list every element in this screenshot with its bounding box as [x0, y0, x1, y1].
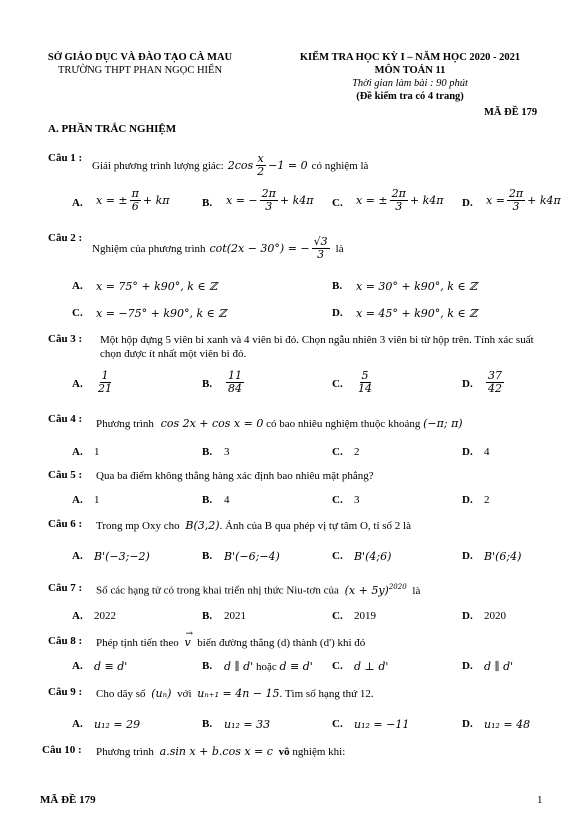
option-a-value: x = ± $\frac{\pi}{6}$ + kπ	[96, 187, 170, 213]
option-b-value: 2021	[224, 610, 246, 622]
option-a-value: x = 75° + k90°, k ∈ ℤ	[96, 280, 218, 293]
question-label: Câu 10 :	[42, 744, 82, 756]
option-b-value: 4	[224, 494, 230, 506]
option-c-value: d ⊥ d'	[354, 660, 389, 673]
option-a[interactable]: A.	[72, 610, 83, 622]
option-d-value: $\frac{37}{42}$	[488, 369, 502, 395]
option-b[interactable]: B.	[202, 378, 213, 390]
option-a-value: $\frac{1}{21}$	[98, 369, 112, 395]
option-c[interactable]: C.	[332, 550, 343, 562]
option-d[interactable]: D.	[462, 718, 473, 730]
exam-title: KIỂM TRA HỌC KỲ I – NĂM HỌC 2020 - 2021	[299, 52, 521, 63]
option-d[interactable]: D.	[462, 550, 473, 562]
question-text: Phép tịnh tiến theo → v biến đường thẳng (d) thành (d') khi đó	[96, 629, 366, 649]
option-c[interactable]: C.	[332, 446, 343, 458]
option-a-value: 1	[94, 494, 100, 506]
option-b[interactable]: B.	[202, 718, 213, 730]
question-label: Câu 5 :	[48, 469, 83, 481]
option-a[interactable]: A.	[72, 197, 83, 209]
option-b[interactable]: B.	[202, 197, 213, 209]
exam-time: Thời gian làm bài : 90 phút	[352, 78, 468, 89]
option-d[interactable]: D.	[462, 494, 473, 506]
question-text: Qua ba điểm không thẳng hàng xác định bao nhiêu mặt phẳng?	[96, 470, 374, 482]
question-label: Câu 7 :	[48, 582, 83, 594]
option-d[interactable]: D.	[462, 197, 473, 209]
option-c-value: 3	[354, 494, 360, 506]
option-b-value: x = − $\frac{2\pi}{3}$ + k4π	[226, 187, 314, 213]
option-b-value: $\frac{11}{84}$	[228, 369, 242, 395]
question-label: Câu 1 :	[48, 152, 83, 164]
question-text: Cho dãy số (uₙ) với uₙ₊₁ = 4n − 15. Tìm số hạng thứ 12.	[96, 687, 374, 700]
option-d[interactable]: D.	[462, 378, 473, 390]
option-d-value: d ∥ d'	[484, 660, 514, 673]
option-a-value: 2022	[94, 610, 116, 622]
option-c[interactable]: C.	[332, 718, 343, 730]
option-c-value: 2019	[354, 610, 376, 622]
option-b[interactable]: B.	[332, 280, 343, 292]
option-a-value: d ≡ d'	[94, 660, 128, 673]
option-a[interactable]: A.	[72, 280, 83, 292]
option-c-value: u₁₂ = −11	[354, 718, 410, 731]
question-text: Phương trình cos 2x + cos x = 0 có bao nhiêu nghiệm thuộc khoảng (−π; π)	[96, 417, 463, 430]
option-b[interactable]: B.	[202, 660, 213, 672]
question-text: Phương trình a.sin x + b.cos x = c vô nghiệm khi:	[96, 745, 346, 758]
option-b[interactable]: B.	[202, 550, 213, 562]
question-label: Câu 8 :	[48, 635, 83, 647]
option-d[interactable]: D.	[462, 446, 473, 458]
option-c-value: B'(4;6)	[354, 550, 392, 563]
department-name: SỞ GIÁO DỤC VÀ ĐÀO TẠO CÀ MAU	[47, 52, 233, 63]
pages-note: (Đề kiểm tra có 4 trang)	[356, 91, 464, 102]
option-a[interactable]: A.	[72, 446, 83, 458]
option-c[interactable]: C.	[332, 494, 343, 506]
option-a[interactable]: A.	[72, 550, 83, 562]
option-d[interactable]: D.	[462, 660, 473, 672]
option-c[interactable]: C.	[332, 660, 343, 672]
option-c-value: $\frac{5}{14}$	[358, 369, 372, 395]
option-b-value: x = 30° + k90°, k ∈ ℤ	[356, 280, 478, 293]
option-a-value: 1	[94, 446, 100, 458]
option-c[interactable]: C.	[72, 307, 83, 319]
option-a-value: B'(−3;−2)	[94, 550, 150, 563]
question-label: Câu 4 :	[48, 413, 83, 425]
option-d-value: u₁₂ = 48	[484, 718, 531, 731]
option-b[interactable]: B.	[202, 610, 213, 622]
option-b[interactable]: B.	[202, 494, 213, 506]
option-a[interactable]: A.	[72, 660, 83, 672]
option-d-value: 4	[484, 446, 490, 458]
option-c-value: x = −75° + k90°, k ∈ ℤ	[96, 307, 227, 320]
option-c-value: 2	[354, 446, 360, 458]
option-d-value: x = 45° + k90°, k ∈ ℤ	[356, 307, 478, 320]
option-d[interactable]: D.	[332, 307, 343, 319]
option-a-value: u₁₂ = 29	[94, 718, 141, 731]
question-text: Số các hạng tử có trong khai triển nhị thức Niu-tơn của $(x + 5y)^{2020}$ là	[96, 583, 421, 597]
option-a[interactable]: A.	[72, 494, 83, 506]
option-c[interactable]: C.	[332, 378, 343, 390]
option-c-value: x = ± $\frac{2\pi}{3}$ + k4π	[356, 187, 444, 213]
question-text: Nghiệm của phương trình cot(2x − 30°) = − $\frac{√3}{3}$ là	[92, 235, 344, 261]
question-label: Câu 6 :	[48, 518, 83, 530]
option-b-value: B'(−6;−4)	[224, 550, 280, 563]
option-d-value: x = $\frac{2\pi}{3}$ + k4π	[486, 187, 561, 213]
footer-exam-code: MÃ ĐỀ 179	[40, 794, 96, 806]
school-name: TRƯỜNG THPT PHAN NGỌC HIỂN	[57, 65, 223, 76]
option-c[interactable]: C.	[332, 610, 343, 622]
section-title: A. PHẦN TRẮC NGHIỆM	[48, 123, 177, 135]
option-d-value: B'(6;4)	[484, 550, 522, 563]
question-label: Câu 3 :	[48, 333, 83, 345]
option-a[interactable]: A.	[72, 718, 83, 730]
option-a[interactable]: A.	[72, 378, 83, 390]
subject-title: MÔN TOÁN 11	[374, 65, 446, 76]
exam-code: MÃ ĐỀ 179	[484, 107, 538, 118]
question-text: Giải phương trình lượng giác: 2cos $\frac{x}{2}$ −1 = 0 có nghiệm là	[92, 152, 369, 178]
option-b[interactable]: B.	[202, 446, 213, 458]
option-d[interactable]: D.	[462, 610, 473, 622]
option-b-value: u₁₂ = 33	[224, 718, 271, 731]
question-text: Một hộp đựng 5 viên bi xanh và 4 viên bi đỏ. Chọn ngẫu nhiên 3 viên bi từ hộp trên. Tính xác suất chọn được ít nhất một viên bi đỏ.	[100, 334, 534, 360]
option-d-value: 2020	[484, 610, 506, 622]
option-b-value: 3	[224, 446, 230, 458]
page-number: 1	[537, 794, 543, 806]
question-text: Trong mp Oxy cho B(3,2). Ảnh của B qua phép vị tự tâm O, tỉ số 2 là	[96, 519, 411, 532]
option-b-value: d ∥ d' hoặc d ≡ d'	[224, 660, 313, 673]
question-label: Câu 9 :	[48, 686, 83, 698]
option-c[interactable]: C.	[332, 197, 343, 209]
question-label: Câu 2 :	[48, 232, 83, 244]
option-d-value: 2	[484, 494, 490, 506]
